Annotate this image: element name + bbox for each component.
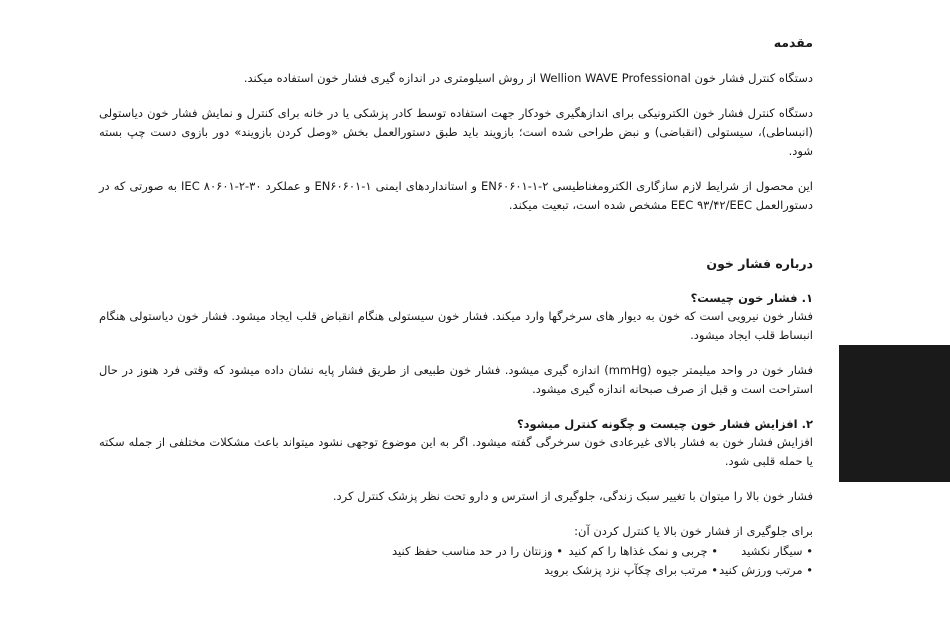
intro-paragraph-3: این محصول از شرایط لازم سازگاری الکترومغناطیسی EN۶۰۶۰۱-۱-۲ و استانداردهای ایمنی EN۶۰۶۰۱-۱ و عملکرد IEC ۸۰۶۰۱-۲-۳۰ به صورتی که در دستورالعمل EEC ۹۳/۴۲/EEC مشخص شده است، تبعیت میکند.	[99, 179, 813, 212]
list-item: • مرتب برای چکآپ نزد پزشک بروید	[544, 563, 718, 577]
page-content	[99, 34, 813, 580]
question-1-paragraph-1: فشار خون نیرویی است که خون به دیوار های سرخرگها وارد میکند. فشار خون سیستولی هنگام انقباض قلب ایجاد میشود. فشار خون دیاستولی هنگام انبساط قلب ایجاد میشود.	[99, 309, 813, 342]
list-item: • سیگار نکشید	[741, 544, 813, 558]
question-2-title: ۲. افزایش فشار خون چیست و چگونه کنترل میشود؟	[516, 417, 813, 431]
list-item: • مرتب ورزش کنید	[719, 563, 813, 577]
about-heading: درباره فشار خون	[706, 256, 813, 271]
intro-paragraph-2: دستگاه کنترل فشار خون الکترونیکی برای اندازهگیری خودکار جهت استفاده توسط کادر پزشکی یا در خانه برای کنترل و نمایش فشار خون دیاستولی (انبساطی)، سیستولی (انقباضی) و نبض طراحی شده است؛ بازویند باید طبق دستورالعمل بخش «وصل کردن بازویند» دور بازوی دست چپ بسته شود.	[99, 106, 813, 158]
question-1-title: ۱. فشار خون چیست؟	[690, 291, 813, 305]
prevention-list	[99, 542, 813, 580]
list-item: • وزنتان را در حد مناسب حفظ کنید	[391, 544, 563, 558]
prevention-intro: برای جلوگیری از فشار خون بالا یا کنترل کردن آن:	[574, 524, 813, 538]
list-item: • چربی و نمک غذاها را کم کنید	[568, 544, 718, 558]
intro-heading: مقدمه	[773, 35, 813, 50]
question-1-paragraph-2: فشار خون در واحد میلیمتر جیوه (mmHg) اندازه گیری میشود. فشار خون طبیعی از طریق فشار پایه نشان داده میشود که وقتی فرد هنوز در حال استراحت است و قبل از صرف صبحانه اندازه گیری میشود.	[99, 363, 813, 396]
question-2-paragraph-1: افزایش فشار خون به فشار بالای غیرعادی خون سرخرگی گفته میشود. اگر به این موضوع توجهی نشود میتواند باعث مشکلات مختلفی از جمله سکته یا حمله قلبی شود.	[99, 435, 813, 468]
intro-paragraph-1: دستگاه کنترل فشار خون Wellion WAVE Professional از روش اسیلومتری در اندازه گیری فشار خون استفاده میکند.	[243, 71, 813, 85]
question-2-paragraph-2: فشار خون بالا را میتوان با تغییر سبک زندگی، جلوگیری از استرس و دارو تحت نظر پزشک کنترل کرد.	[332, 489, 813, 503]
section-tab-marker	[839, 345, 950, 482]
